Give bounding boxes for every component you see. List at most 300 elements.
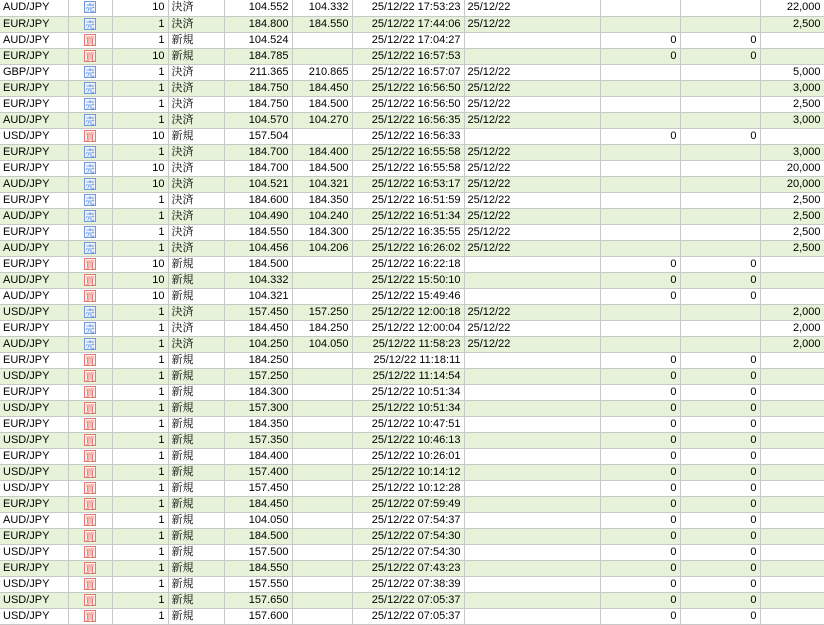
settle-date-cell xyxy=(464,256,600,272)
reference-price-cell xyxy=(292,592,352,608)
quantity-cell: 1 xyxy=(112,304,168,320)
currency-pair-cell: EUR/JPY xyxy=(0,160,68,176)
timestamp-cell: 25/12/22 16:55:58 xyxy=(352,144,464,160)
table-row[interactable] xyxy=(0,528,824,544)
value-1-cell xyxy=(600,64,680,80)
order-kind-cell: 決済 xyxy=(168,16,224,32)
quantity-cell: 10 xyxy=(112,48,168,64)
value-2-cell: 0 xyxy=(680,576,760,592)
quantity-cell: 1 xyxy=(112,320,168,336)
order-kind-cell: 決済 xyxy=(168,144,224,160)
table-row[interactable] xyxy=(0,512,824,528)
quantity-cell: 1 xyxy=(112,448,168,464)
sell-badge-icon: 売 xyxy=(85,163,95,174)
buy-badge-icon: 買 xyxy=(85,563,95,574)
sell-badge-icon: 売 xyxy=(85,19,95,30)
timestamp-cell: 25/12/22 07:54:30 xyxy=(352,528,464,544)
quantity-cell: 1 xyxy=(112,224,168,240)
value-1-cell xyxy=(600,192,680,208)
value-2-cell: 0 xyxy=(680,368,760,384)
buy-badge-icon: 買 xyxy=(85,387,95,398)
price-cell: 104.321 xyxy=(224,288,292,304)
reference-price-cell xyxy=(292,480,352,496)
reference-price-cell xyxy=(292,416,352,432)
side-badge-cell xyxy=(68,48,112,64)
reference-price-cell xyxy=(292,464,352,480)
table-row[interactable] xyxy=(0,0,824,16)
profit-loss-cell xyxy=(760,48,824,64)
currency-pair-cell: EUR/JPY xyxy=(0,448,68,464)
quantity-cell: 1 xyxy=(112,560,168,576)
table-row[interactable] xyxy=(0,64,824,80)
value-2-cell: 0 xyxy=(680,608,760,624)
order-kind-cell: 決済 xyxy=(168,0,224,16)
value-2-cell: 0 xyxy=(680,480,760,496)
reference-price-cell xyxy=(292,368,352,384)
quantity-cell: 1 xyxy=(112,64,168,80)
timestamp-cell: 25/12/22 07:05:37 xyxy=(352,592,464,608)
sell-badge-icon: 売 xyxy=(85,307,95,318)
timestamp-cell: 25/12/22 10:26:01 xyxy=(352,448,464,464)
value-1-cell: 0 xyxy=(600,448,680,464)
sell-badge-icon: 売 xyxy=(85,323,95,334)
value-2-cell xyxy=(680,96,760,112)
timestamp-cell: 25/12/22 16:26:02 xyxy=(352,240,464,256)
quantity-cell: 1 xyxy=(112,80,168,96)
table-row[interactable] xyxy=(0,384,824,400)
profit-loss-cell: 2,500 xyxy=(760,96,824,112)
settle-date-cell xyxy=(464,272,600,288)
profit-loss-cell xyxy=(760,416,824,432)
value-2-cell: 0 xyxy=(680,128,760,144)
profit-loss-cell xyxy=(760,528,824,544)
sell-badge-icon: 売 xyxy=(85,83,95,94)
table-row[interactable] xyxy=(0,240,824,256)
price-cell: 184.450 xyxy=(224,320,292,336)
table-row[interactable] xyxy=(0,416,824,432)
quantity-cell: 1 xyxy=(112,400,168,416)
table-row[interactable] xyxy=(0,224,824,240)
table-row[interactable] xyxy=(0,288,824,304)
currency-pair-cell: GBP/JPY xyxy=(0,64,68,80)
table-row[interactable] xyxy=(0,464,824,480)
reference-price-cell: 184.500 xyxy=(292,160,352,176)
timestamp-cell: 25/12/22 11:14:54 xyxy=(352,368,464,384)
order-kind-cell: 新規 xyxy=(168,288,224,304)
side-badge-cell xyxy=(68,544,112,560)
buy-badge-icon: 買 xyxy=(85,419,95,430)
profit-loss-cell: 3,000 xyxy=(760,112,824,128)
side-badge-cell xyxy=(68,304,112,320)
table-row[interactable] xyxy=(0,192,824,208)
quantity-cell: 1 xyxy=(112,464,168,480)
price-cell: 184.250 xyxy=(224,352,292,368)
value-1-cell xyxy=(600,336,680,352)
price-cell: 157.450 xyxy=(224,304,292,320)
side-badge-cell xyxy=(68,480,112,496)
value-1-cell xyxy=(600,112,680,128)
settle-date-cell: 25/12/22 xyxy=(464,192,600,208)
reference-price-cell xyxy=(292,496,352,512)
table-row[interactable] xyxy=(0,432,824,448)
currency-pair-cell: AUD/JPY xyxy=(0,208,68,224)
side-badge-cell xyxy=(68,16,112,32)
price-cell: 184.550 xyxy=(224,224,292,240)
value-2-cell xyxy=(680,240,760,256)
reference-price-cell xyxy=(292,32,352,48)
table-row[interactable] xyxy=(0,496,824,512)
price-cell: 104.521 xyxy=(224,176,292,192)
side-badge-cell xyxy=(68,432,112,448)
side-badge-cell xyxy=(68,464,112,480)
quantity-cell: 1 xyxy=(112,208,168,224)
settle-date-cell xyxy=(464,496,600,512)
order-kind-cell: 新規 xyxy=(168,48,224,64)
profit-loss-cell xyxy=(760,352,824,368)
side-badge-cell xyxy=(68,256,112,272)
buy-badge-icon: 買 xyxy=(85,35,95,46)
order-kind-cell: 決済 xyxy=(168,160,224,176)
currency-pair-cell: EUR/JPY xyxy=(0,320,68,336)
value-2-cell: 0 xyxy=(680,432,760,448)
price-cell: 157.300 xyxy=(224,400,292,416)
quantity-cell: 1 xyxy=(112,576,168,592)
price-cell: 104.552 xyxy=(224,0,292,16)
price-cell: 104.332 xyxy=(224,272,292,288)
reference-price-cell xyxy=(292,256,352,272)
reference-price-cell xyxy=(292,48,352,64)
buy-badge-icon: 買 xyxy=(85,435,95,446)
value-1-cell xyxy=(600,176,680,192)
profit-loss-cell xyxy=(760,544,824,560)
profit-loss-cell: 20,000 xyxy=(760,160,824,176)
buy-badge-icon: 買 xyxy=(85,371,95,382)
timestamp-cell: 25/12/22 16:56:50 xyxy=(352,96,464,112)
price-cell: 184.800 xyxy=(224,16,292,32)
value-1-cell: 0 xyxy=(600,32,680,48)
side-badge-cell xyxy=(68,320,112,336)
reference-price-cell: 184.400 xyxy=(292,144,352,160)
quantity-cell: 1 xyxy=(112,528,168,544)
order-kind-cell: 新規 xyxy=(168,464,224,480)
currency-pair-cell: AUD/JPY xyxy=(0,512,68,528)
table-row[interactable] xyxy=(0,48,824,64)
reference-price-cell xyxy=(292,384,352,400)
table-row[interactable] xyxy=(0,144,824,160)
price-cell: 157.350 xyxy=(224,432,292,448)
table-row[interactable] xyxy=(0,400,824,416)
quantity-cell: 1 xyxy=(112,112,168,128)
currency-pair-cell: USD/JPY xyxy=(0,304,68,320)
reference-price-cell: 104.240 xyxy=(292,208,352,224)
settle-date-cell: 25/12/22 xyxy=(464,64,600,80)
timestamp-cell: 25/12/22 07:54:37 xyxy=(352,512,464,528)
currency-pair-cell: USD/JPY xyxy=(0,368,68,384)
currency-pair-cell: EUR/JPY xyxy=(0,496,68,512)
table-row[interactable] xyxy=(0,208,824,224)
table-row[interactable] xyxy=(0,80,824,96)
value-1-cell: 0 xyxy=(600,576,680,592)
side-badge-cell xyxy=(68,128,112,144)
table-row[interactable] xyxy=(0,160,824,176)
order-kind-cell: 新規 xyxy=(168,384,224,400)
table-row[interactable] xyxy=(0,128,824,144)
sell-badge-icon: 売 xyxy=(85,147,95,158)
side-badge-cell xyxy=(68,240,112,256)
table-row[interactable] xyxy=(0,560,824,576)
order-kind-cell: 新規 xyxy=(168,512,224,528)
currency-pair-cell: USD/JPY xyxy=(0,576,68,592)
table-row[interactable] xyxy=(0,368,824,384)
profit-loss-cell: 2,000 xyxy=(760,320,824,336)
value-2-cell xyxy=(680,160,760,176)
order-kind-cell: 新規 xyxy=(168,352,224,368)
timestamp-cell: 25/12/22 16:57:07 xyxy=(352,64,464,80)
reference-price-cell xyxy=(292,352,352,368)
sell-badge-icon: 売 xyxy=(85,195,95,206)
side-badge-cell xyxy=(68,176,112,192)
currency-pair-cell: AUD/JPY xyxy=(0,176,68,192)
buy-badge-icon: 買 xyxy=(85,515,95,526)
quantity-cell: 1 xyxy=(112,432,168,448)
value-2-cell: 0 xyxy=(680,256,760,272)
reference-price-cell: 210.865 xyxy=(292,64,352,80)
settle-date-cell: 25/12/22 xyxy=(464,160,600,176)
sell-badge-icon: 売 xyxy=(85,115,95,126)
side-badge-cell xyxy=(68,496,112,512)
table-row[interactable] xyxy=(0,576,824,592)
settle-date-cell xyxy=(464,448,600,464)
settle-date-cell xyxy=(464,400,600,416)
price-cell: 184.500 xyxy=(224,256,292,272)
settle-date-cell: 25/12/22 xyxy=(464,224,600,240)
value-1-cell xyxy=(600,160,680,176)
reference-price-cell xyxy=(292,560,352,576)
value-1-cell: 0 xyxy=(600,368,680,384)
table-row[interactable] xyxy=(0,544,824,560)
value-2-cell xyxy=(680,0,760,16)
settle-date-cell xyxy=(464,592,600,608)
timestamp-cell: 25/12/22 10:12:28 xyxy=(352,480,464,496)
order-kind-cell: 新規 xyxy=(168,432,224,448)
profit-loss-cell xyxy=(760,384,824,400)
value-1-cell: 0 xyxy=(600,464,680,480)
table-row[interactable] xyxy=(0,112,824,128)
price-cell: 184.700 xyxy=(224,160,292,176)
settle-date-cell xyxy=(464,368,600,384)
side-badge-cell xyxy=(68,400,112,416)
buy-badge-icon: 買 xyxy=(85,483,95,494)
order-kind-cell: 新規 xyxy=(168,400,224,416)
settle-date-cell: 25/12/22 xyxy=(464,0,600,16)
table-row[interactable] xyxy=(0,608,824,624)
price-cell: 184.785 xyxy=(224,48,292,64)
table-row[interactable] xyxy=(0,32,824,48)
profit-loss-cell: 20,000 xyxy=(760,176,824,192)
currency-pair-cell: USD/JPY xyxy=(0,592,68,608)
timestamp-cell: 25/12/22 10:51:34 xyxy=(352,400,464,416)
profit-loss-cell: 2,500 xyxy=(760,16,824,32)
table-row[interactable] xyxy=(0,16,824,32)
profit-loss-cell xyxy=(760,576,824,592)
reference-price-cell xyxy=(292,400,352,416)
buy-badge-icon: 買 xyxy=(85,131,95,142)
settle-date-cell: 25/12/22 xyxy=(464,112,600,128)
order-kind-cell: 決済 xyxy=(168,320,224,336)
currency-pair-cell: USD/JPY xyxy=(0,464,68,480)
table-row[interactable] xyxy=(0,336,824,352)
currency-pair-cell: AUD/JPY xyxy=(0,272,68,288)
currency-pair-cell: EUR/JPY xyxy=(0,528,68,544)
order-kind-cell: 決済 xyxy=(168,112,224,128)
sell-badge-icon: 売 xyxy=(85,67,95,78)
timestamp-cell: 25/12/22 16:56:50 xyxy=(352,80,464,96)
timestamp-cell: 25/12/22 12:00:18 xyxy=(352,304,464,320)
sell-badge-icon: 売 xyxy=(85,211,95,222)
table-row[interactable] xyxy=(0,480,824,496)
order-kind-cell: 新規 xyxy=(168,128,224,144)
value-2-cell: 0 xyxy=(680,560,760,576)
currency-pair-cell: USD/JPY xyxy=(0,432,68,448)
price-cell: 184.550 xyxy=(224,560,292,576)
price-cell: 211.365 xyxy=(224,64,292,80)
value-2-cell xyxy=(680,320,760,336)
timestamp-cell: 25/12/22 16:55:58 xyxy=(352,160,464,176)
sell-badge-icon: 売 xyxy=(85,179,95,190)
profit-loss-cell xyxy=(760,400,824,416)
value-1-cell xyxy=(600,0,680,16)
value-2-cell xyxy=(680,304,760,320)
quantity-cell: 10 xyxy=(112,288,168,304)
buy-badge-icon: 買 xyxy=(85,51,95,62)
value-2-cell: 0 xyxy=(680,416,760,432)
value-2-cell: 0 xyxy=(680,464,760,480)
order-kind-cell: 新規 xyxy=(168,256,224,272)
value-1-cell: 0 xyxy=(600,480,680,496)
price-cell: 184.600 xyxy=(224,192,292,208)
quantity-cell: 1 xyxy=(112,496,168,512)
side-badge-cell xyxy=(68,96,112,112)
value-2-cell: 0 xyxy=(680,384,760,400)
timestamp-cell: 25/12/22 10:47:51 xyxy=(352,416,464,432)
timestamp-cell: 25/12/22 17:04:27 xyxy=(352,32,464,48)
value-2-cell: 0 xyxy=(680,528,760,544)
side-badge-cell xyxy=(68,192,112,208)
side-badge-cell xyxy=(68,112,112,128)
currency-pair-cell: EUR/JPY xyxy=(0,80,68,96)
value-2-cell: 0 xyxy=(680,48,760,64)
order-kind-cell: 新規 xyxy=(168,608,224,624)
side-badge-cell xyxy=(68,208,112,224)
sell-badge-icon: 売 xyxy=(85,227,95,238)
currency-pair-cell: USD/JPY xyxy=(0,608,68,624)
profit-loss-cell: 3,000 xyxy=(760,80,824,96)
order-kind-cell: 新規 xyxy=(168,416,224,432)
timestamp-cell: 25/12/22 16:53:17 xyxy=(352,176,464,192)
settle-date-cell xyxy=(464,560,600,576)
timestamp-cell: 25/12/22 16:56:35 xyxy=(352,112,464,128)
buy-badge-icon: 買 xyxy=(85,259,95,270)
settle-date-cell xyxy=(464,288,600,304)
price-cell: 104.456 xyxy=(224,240,292,256)
order-kind-cell: 新規 xyxy=(168,32,224,48)
value-1-cell xyxy=(600,208,680,224)
side-badge-cell xyxy=(68,352,112,368)
order-kind-cell: 決済 xyxy=(168,96,224,112)
value-1-cell: 0 xyxy=(600,352,680,368)
quantity-cell: 1 xyxy=(112,240,168,256)
table-row[interactable] xyxy=(0,304,824,320)
currency-pair-cell: EUR/JPY xyxy=(0,560,68,576)
sell-badge-icon: 売 xyxy=(85,3,95,14)
table-row[interactable] xyxy=(0,448,824,464)
order-kind-cell: 新規 xyxy=(168,448,224,464)
currency-pair-cell: USD/JPY xyxy=(0,480,68,496)
order-kind-cell: 新規 xyxy=(168,496,224,512)
side-badge-cell xyxy=(68,368,112,384)
order-kind-cell: 決済 xyxy=(168,224,224,240)
profit-loss-cell xyxy=(760,32,824,48)
profit-loss-cell xyxy=(760,480,824,496)
table-row[interactable] xyxy=(0,352,824,368)
profit-loss-cell xyxy=(760,464,824,480)
currency-pair-cell: EUR/JPY xyxy=(0,224,68,240)
side-badge-cell xyxy=(68,336,112,352)
table-row[interactable] xyxy=(0,96,824,112)
table-row[interactable] xyxy=(0,272,824,288)
table-row[interactable] xyxy=(0,592,824,608)
value-2-cell xyxy=(680,64,760,80)
table-row[interactable] xyxy=(0,256,824,272)
price-cell: 184.750 xyxy=(224,80,292,96)
settle-date-cell: 25/12/22 xyxy=(464,80,600,96)
value-1-cell: 0 xyxy=(600,384,680,400)
table-row[interactable] xyxy=(0,176,824,192)
value-1-cell: 0 xyxy=(600,496,680,512)
timestamp-cell: 25/12/22 07:38:39 xyxy=(352,576,464,592)
timestamp-cell: 25/12/22 17:53:23 xyxy=(352,0,464,16)
profit-loss-cell: 22,000 xyxy=(760,0,824,16)
buy-badge-icon: 買 xyxy=(85,291,95,302)
profit-loss-cell: 3,000 xyxy=(760,144,824,160)
price-cell: 157.400 xyxy=(224,464,292,480)
profit-loss-cell xyxy=(760,256,824,272)
buy-badge-icon: 買 xyxy=(85,451,95,462)
order-kind-cell: 新規 xyxy=(168,544,224,560)
settle-date-cell xyxy=(464,384,600,400)
quantity-cell: 1 xyxy=(112,384,168,400)
side-badge-cell xyxy=(68,0,112,16)
table-row[interactable] xyxy=(0,320,824,336)
side-badge-cell xyxy=(68,288,112,304)
reference-price-cell: 104.321 xyxy=(292,176,352,192)
reference-price-cell: 104.270 xyxy=(292,112,352,128)
quantity-cell: 1 xyxy=(112,608,168,624)
side-badge-cell xyxy=(68,416,112,432)
value-2-cell: 0 xyxy=(680,496,760,512)
buy-badge-icon: 買 xyxy=(85,531,95,542)
settle-date-cell: 25/12/22 xyxy=(464,208,600,224)
reference-price-cell: 184.300 xyxy=(292,224,352,240)
currency-pair-cell: AUD/JPY xyxy=(0,336,68,352)
value-2-cell: 0 xyxy=(680,32,760,48)
order-kind-cell: 決済 xyxy=(168,304,224,320)
value-1-cell: 0 xyxy=(600,256,680,272)
currency-pair-cell: AUD/JPY xyxy=(0,240,68,256)
buy-badge-icon: 買 xyxy=(85,467,95,478)
value-1-cell: 0 xyxy=(600,288,680,304)
value-1-cell: 0 xyxy=(600,560,680,576)
